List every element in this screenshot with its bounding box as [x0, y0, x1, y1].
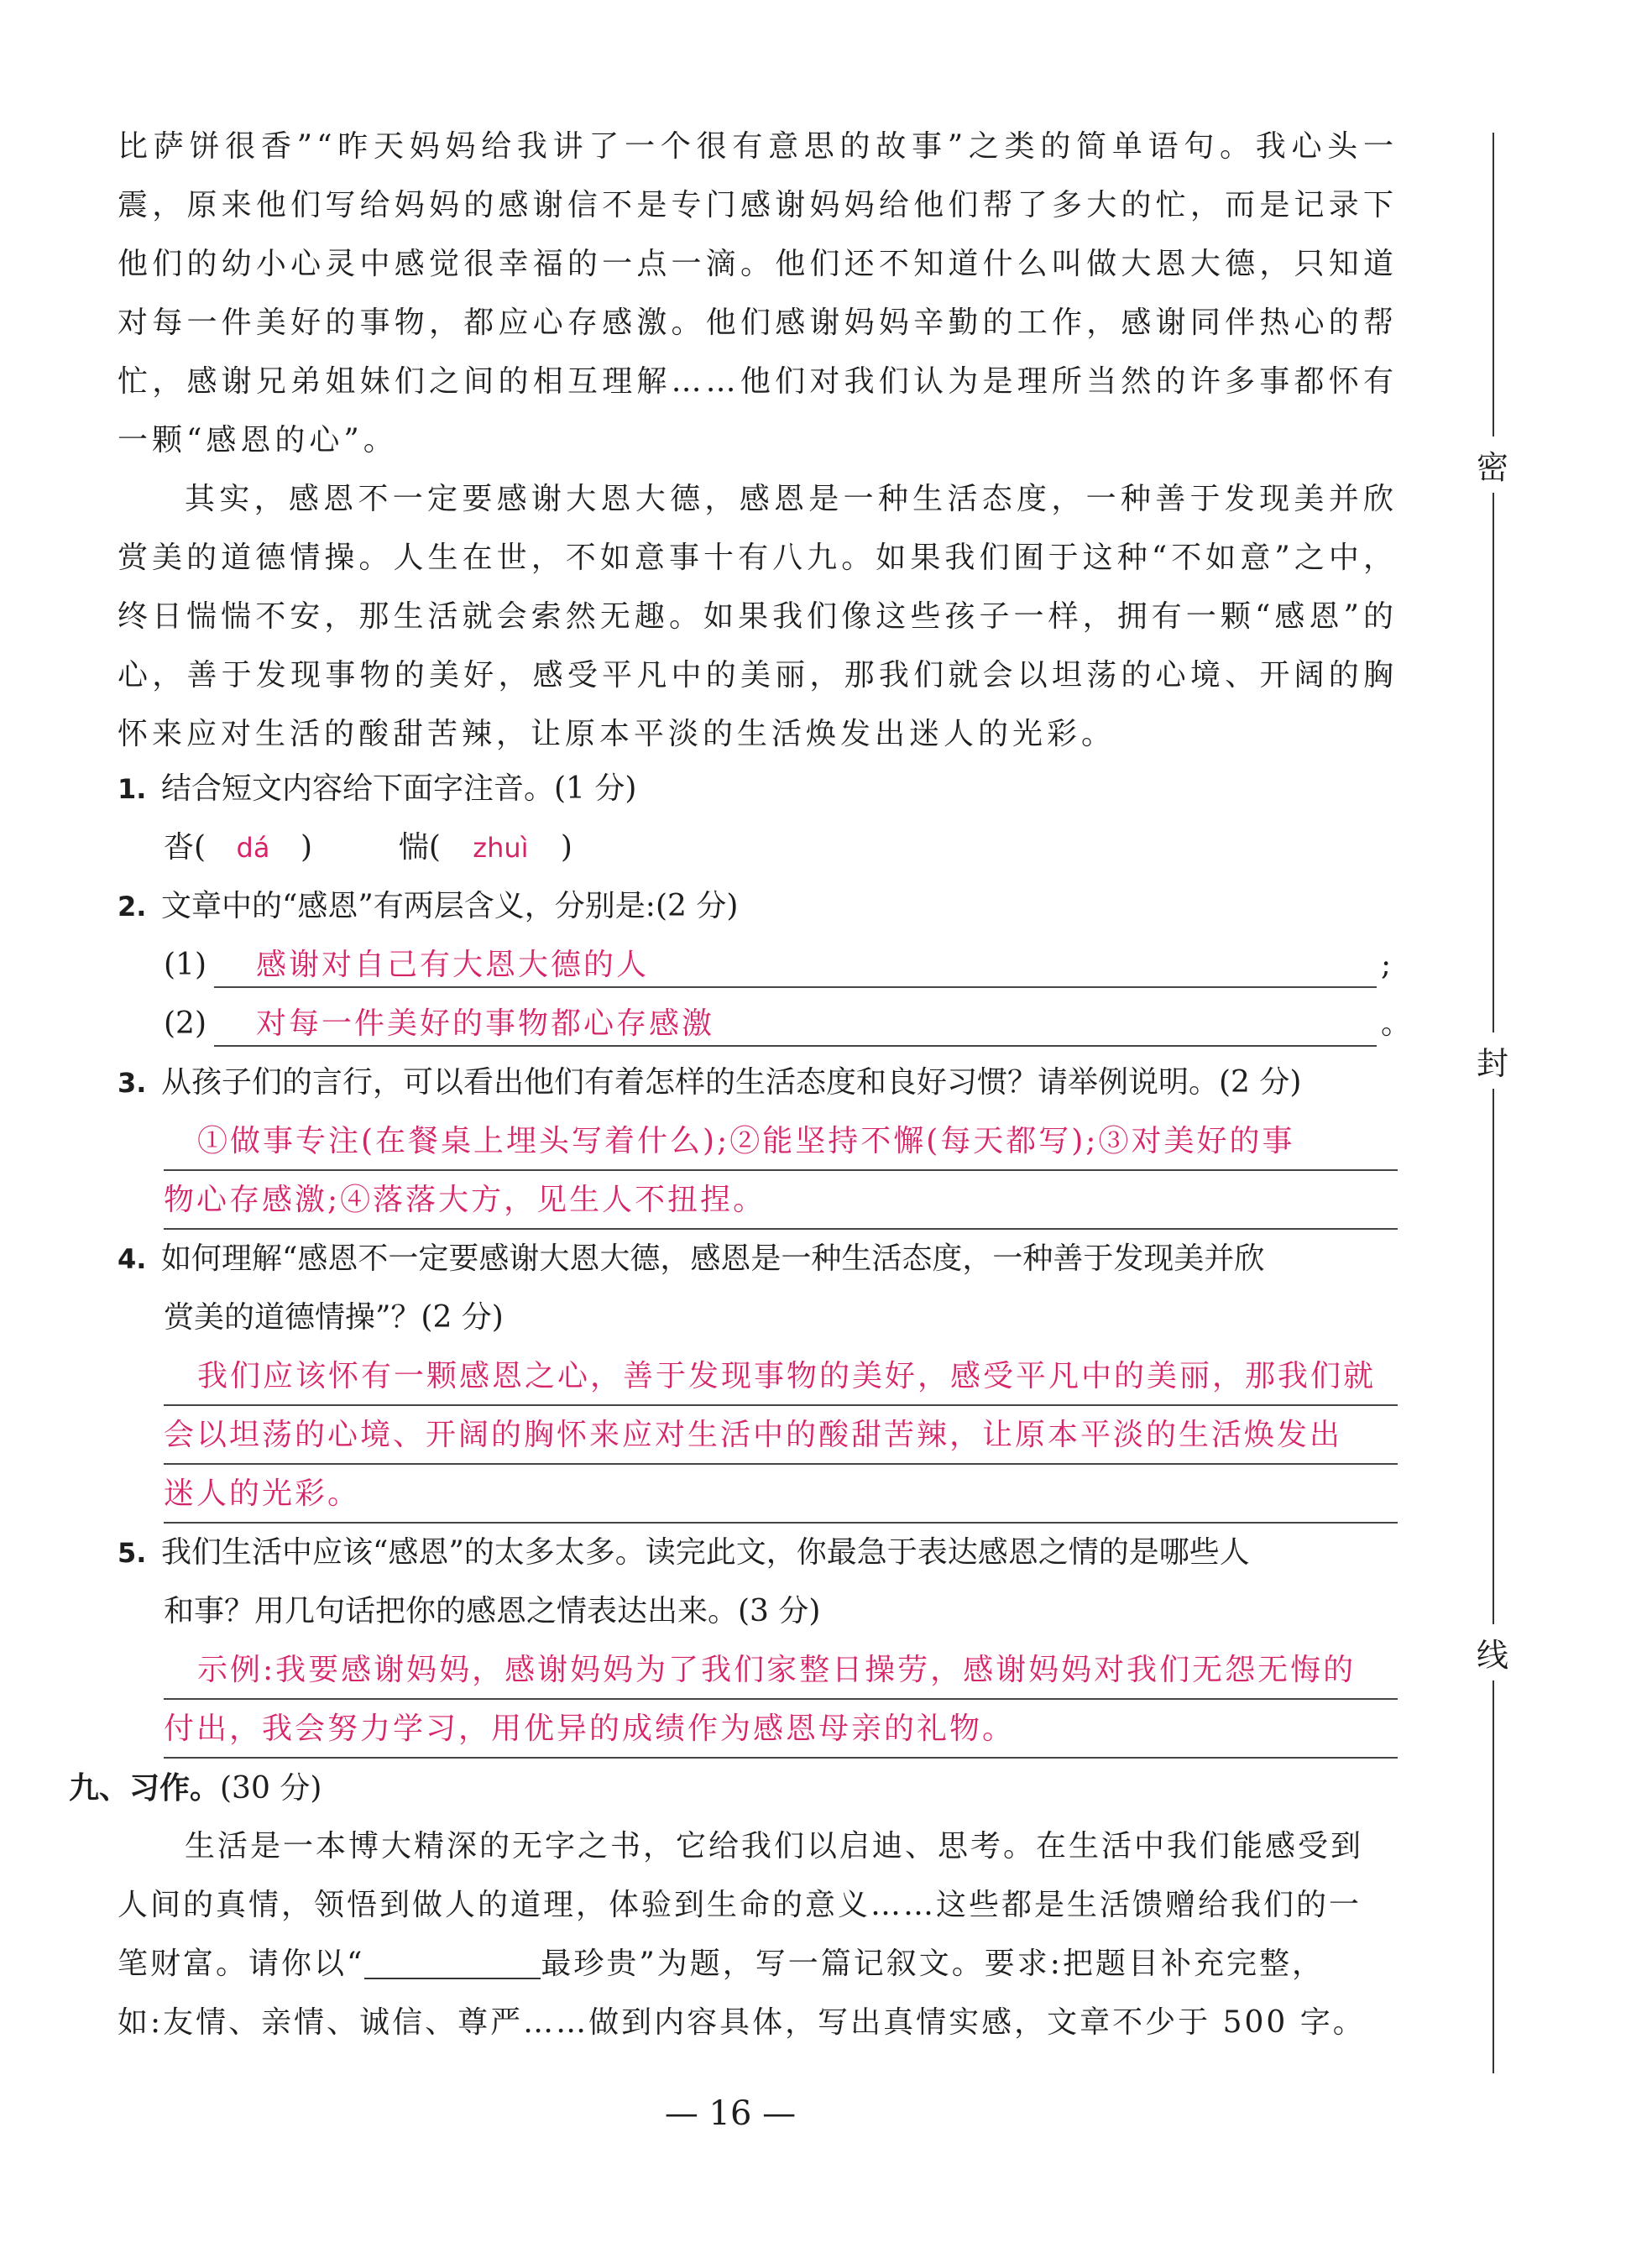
title-blank: [364, 1952, 541, 1979]
question-4: [118, 1230, 1398, 1288]
binding-char-feng: 封: [1476, 1032, 1509, 1089]
section-9-title: 九、习作。(30 分): [69, 1770, 322, 1806]
question-number: 5.: [118, 1537, 147, 1569]
essay-prompt-line-2: 人间的真情，领悟到做人的道理，体验到生命的意义……这些都是生活馈赠给我们的一: [118, 1888, 1362, 1922]
pinyin-item-1-char: 沓(: [164, 830, 206, 865]
passage-paragraph-1: 比萨饼很香”“昨天妈妈给我讲了一个很有意思的故事”之类的简单语句。我心头一震，原来他们写给妈妈的感谢信不是专门感谢妈妈给他们帮了多大的忙，而是记录下他们的幼小心灵中感觉很幸福的一点一滴。他们还不知道什么叫做大恩大德，只知道对每一件美好的事物，都应心存感激。他们感谢妈妈辛勤的工作，感谢同伴热心的帮忙，感谢兄弟姐妹们之间的相互理解……他们对我们认为是理所当然的许多事都怀有一颗“感恩的心”。: [118, 129, 1398, 457]
question-4-answer: [164, 1347, 1398, 1524]
question-1: [118, 760, 1398, 818]
question-3: [118, 1053, 1398, 1112]
answer-line: 付出，我会努力学习，用优异的成绩作为感恩母亲的礼物。: [164, 1700, 1398, 1759]
answer-end-mark: 。: [1381, 1006, 1412, 1041]
pinyin-answer-1: dá: [236, 832, 270, 864]
answer-label: (2): [164, 1006, 206, 1041]
answer-line: ①做事专注(在餐桌上埋头写着什么);②能坚持不懈(每天都写);③对美好的事: [164, 1112, 1398, 1171]
pinyin-answer-2: zhuì: [473, 832, 529, 864]
question-2-answer-1: [164, 936, 1398, 995]
question-number: 2.: [118, 891, 147, 923]
answer-line: 我们应该怀有一颗感恩之心，善于发现事物的美好，感受平凡中的美丽，那我们就: [164, 1347, 1398, 1406]
passage-paragraph-2: 其实，感恩不一定要感谢大恩大德，感恩是一种生活态度，一种善于发现美并欣赏美的道德情操。人生在世，不如意事十有八九。如果我们囿于这种“不如意”之中，终日惴惴不安，那生活就会索然无趣。如果我们像这些孩子一样，拥有一颗“感恩”的心，善于发现事物的美好，感受平凡中的美丽，那我们就会以坦荡的心境、开阔的胸怀来应对生活的酸甜苦辣，让原本平淡的生活焕发出迷人的光彩。: [118, 482, 1398, 751]
answer-text: 感谢对自己有大恩大德的人: [256, 948, 650, 982]
essay-prompt-line-4: 如:友情、亲情、诚信、尊严……做到内容具体，写出真情实感，文章不少于 500 字。: [118, 2005, 1366, 2040]
question-text: 从孩子们的言行，可以看出他们有着怎样的生活态度和良好习惯？请举例说明。(2 分): [161, 1065, 1302, 1100]
question-5: [118, 1524, 1398, 1582]
question-5-text-line-2: 和事？用几句话把你的感恩之情表达出来。(3 分): [164, 1594, 821, 1628]
binding-line: [1493, 133, 1494, 2073]
binding-char-mi: 密: [1476, 436, 1509, 493]
answer-line: 示例:我要感谢妈妈，感谢妈妈为了我们家整日操劳，感谢妈妈对我们无怨无悔的: [164, 1641, 1398, 1700]
question-text: 文章中的“感恩”有两层含义，分别是:(2 分): [161, 889, 739, 923]
answer-text: 对每一件美好的事物都心存感激: [256, 1006, 715, 1041]
question-number: 1.: [118, 773, 147, 805]
question-text-line-1: 如何理解“感恩不一定要感谢大恩大德，感恩是一种生活态度，一种善于发现美并欣: [161, 1241, 1265, 1276]
section-9-score: (30 分): [220, 1771, 322, 1806]
reading-passage: [118, 118, 1398, 764]
essay-prompt-line-1: 生活是一本博大精深的无字之书，它给我们以启迪、思考。在生活中我们能感受到: [185, 1829, 1364, 1863]
question-text: 结合短文内容给下面字注音。(1 分): [161, 771, 637, 806]
question-number: 3.: [118, 1067, 147, 1099]
answer-line: 会以坦荡的心境、开阔的胸怀来应对生活中的酸甜苦辣，让原本平淡的生活焕发出: [164, 1406, 1398, 1465]
answer-label: (1): [164, 948, 206, 982]
question-2: [118, 877, 1398, 936]
question-text-line-1: 我们生活中应该“感恩”的太多太多。读完此文，你最急于表达感恩之情的是哪些人: [161, 1535, 1250, 1570]
question-2-answer-2: [164, 995, 1412, 1053]
pinyin-item-2-close: ): [560, 830, 572, 865]
answer-line: 迷人的光彩。: [164, 1465, 1398, 1524]
pinyin-item-1-close: ): [300, 830, 312, 865]
question-5-answer: [164, 1641, 1398, 1759]
pinyin-item-2-char: 惴(: [398, 830, 441, 865]
question-4-text-line-2: 赏美的道德情操”？(2 分): [164, 1300, 504, 1335]
answer-end-mark: ;: [1381, 948, 1392, 982]
question-3-answer: [164, 1112, 1398, 1230]
essay-prompt-line-3: 笔财富。请你以“ 最珍贵”为题，写一篇记叙文。要求:把题目补充完整，: [118, 1947, 1325, 1981]
question-1-answers: [164, 818, 751, 877]
page-number: — 16 —: [664, 2094, 797, 2133]
question-number: 4.: [118, 1243, 147, 1275]
binding-char-xian: 线: [1476, 1624, 1509, 1680]
answer-line: 物心存感激;④落落大方，见生人不扭捏。: [164, 1171, 1398, 1230]
